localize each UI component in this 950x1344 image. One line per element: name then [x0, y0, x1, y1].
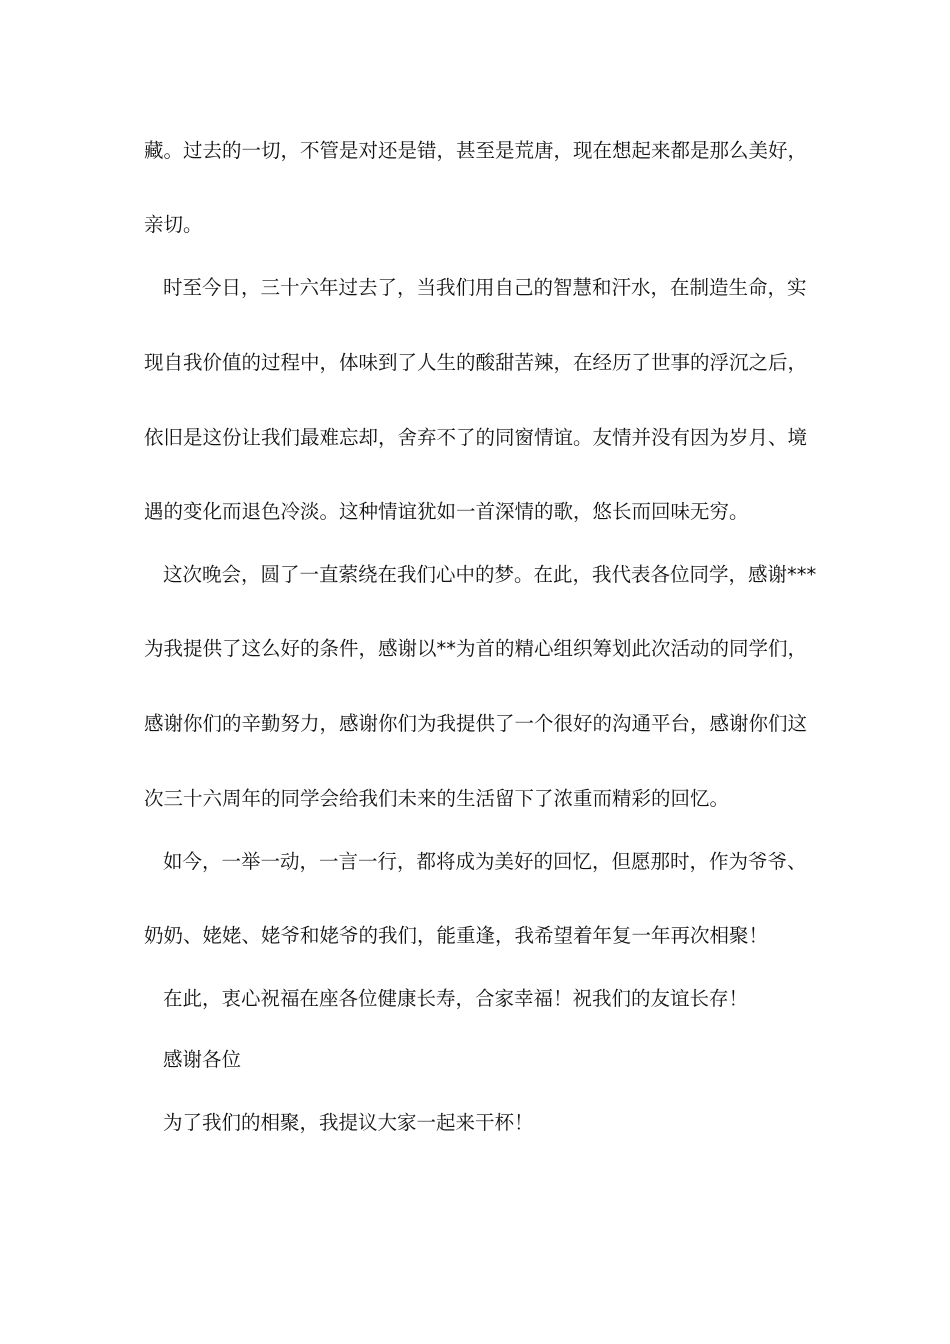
paragraph-line: 感谢各位 [163, 1048, 242, 1071]
paragraph-line: 次三十六周年的同学会给我们未来的生活留下了浓重而精彩的回忆。 [144, 787, 730, 810]
paragraph-line: 时至今日，三十六年过去了，当我们用自己的智慧和汗水，在制造生命，实 [163, 276, 807, 299]
paragraph-line: 感谢你们的辛勤努力，感谢你们为我提供了一个很好的沟通平台，感谢你们这 [144, 712, 808, 735]
paragraph-line: 为了我们的相聚，我提议大家一起来干杯！ [163, 1111, 534, 1134]
paragraph-line: 如今，一举一动，一言一行，都将成为美好的回忆，但愿那时，作为爷爷、 [163, 850, 807, 873]
paragraph-line: 藏。过去的一切，不管是对还是错，甚至是荒唐，现在想起来都是那么美好， [144, 139, 808, 162]
paragraph-line: 依旧是这份让我们最难忘却，舍弃不了的同窗情谊。友情并没有因为岁月、境 [144, 426, 808, 449]
paragraph-line: 在此，衷心祝福在座各位健康长寿，合家幸福！祝我们的友谊长存！ [163, 987, 749, 1010]
paragraph-line: 遇的变化而退色冷淡。这种情谊犹如一首深情的歌，悠长而回味无穷。 [144, 500, 749, 523]
paragraph-line: 亲切。 [144, 213, 203, 236]
paragraph-line: 现自我价值的过程中，体味到了人生的酸甜苦辣，在经历了世事的浮沉之后， [144, 351, 808, 374]
paragraph-line: 奶奶、姥姥、姥爷和姥爷的我们，能重逢，我希望着年复一年再次相聚！ [144, 924, 769, 947]
paragraph-line: 这次晚会，圆了一直萦绕在我们心中的梦。在此，我代表各位同学，感谢*** [163, 563, 817, 586]
paragraph-line: 为我提供了这么好的条件，感谢以**为首的精心组织筹划此次活动的同学们， [144, 637, 808, 660]
